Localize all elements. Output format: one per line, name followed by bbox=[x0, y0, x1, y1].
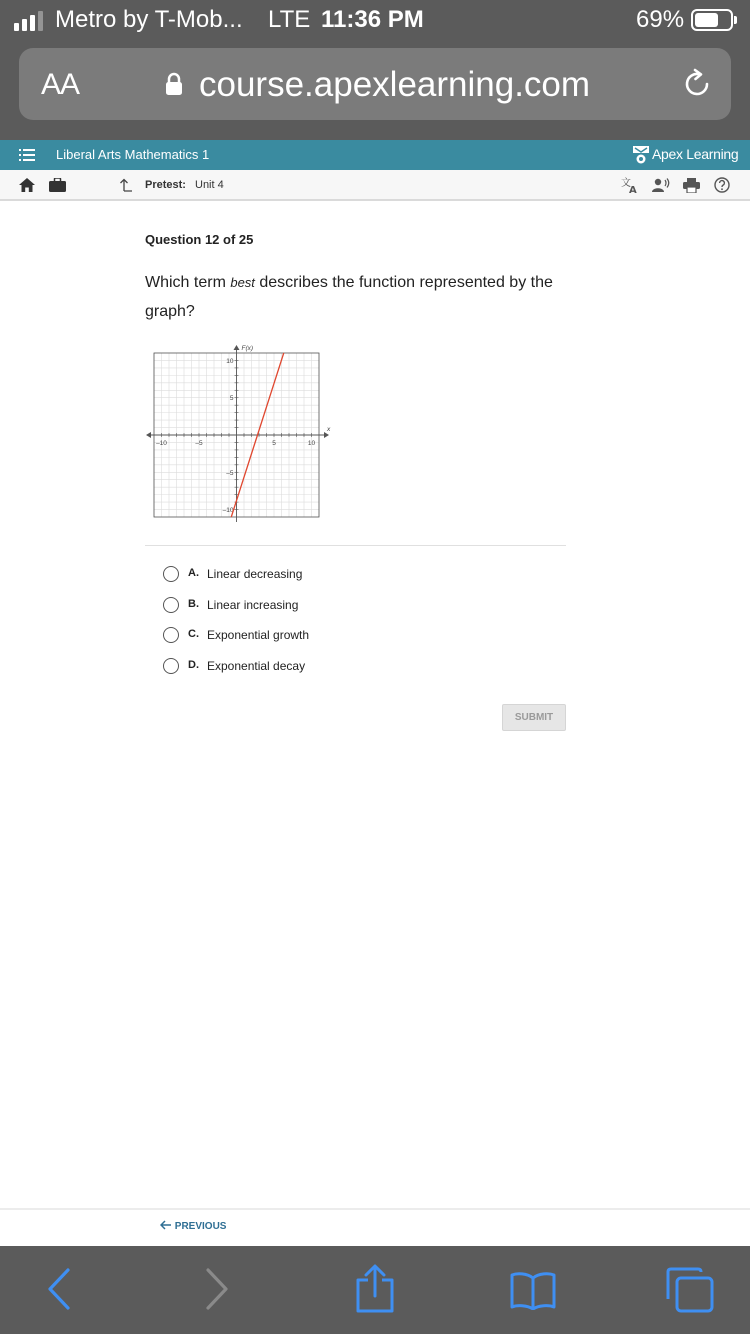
battery-percent: 69% bbox=[636, 6, 685, 33]
option-c[interactable] bbox=[163, 625, 463, 645]
option-letter: B. bbox=[188, 598, 199, 610]
x-tick-label: 10 bbox=[307, 440, 316, 447]
radio-button[interactable] bbox=[163, 566, 179, 582]
bookmarks-icon[interactable] bbox=[509, 1270, 557, 1310]
y-axis-label: F(x) bbox=[241, 345, 254, 352]
y-tick-label: 10 bbox=[226, 357, 234, 365]
course-header bbox=[0, 140, 750, 170]
carrier-name: Metro by T-Mob... bbox=[55, 6, 243, 33]
reload-icon[interactable] bbox=[681, 68, 713, 100]
option-text: Exponential growth bbox=[207, 628, 310, 642]
signal-strength-icon bbox=[14, 11, 48, 31]
forward-icon[interactable] bbox=[202, 1266, 232, 1312]
option-a[interactable] bbox=[163, 564, 463, 584]
question-emphasis: best bbox=[230, 275, 255, 290]
print-icon[interactable] bbox=[683, 178, 700, 193]
clock: 11:36 PM bbox=[321, 6, 424, 33]
breadcrumb-value: Unit 4 bbox=[195, 179, 224, 191]
svg-text:A: A bbox=[629, 185, 637, 194]
apex-logo-icon bbox=[632, 145, 650, 165]
x-tick-label: –5 bbox=[195, 440, 203, 447]
previous-button[interactable]: PREVIOUS bbox=[160, 1220, 226, 1232]
x-tick-label: –10 bbox=[156, 440, 167, 447]
y-axis-arrow-up bbox=[234, 345, 240, 350]
y-tick-label: 5 bbox=[229, 395, 234, 403]
question-counter: Question 12 of 25 bbox=[145, 232, 254, 247]
function-graph bbox=[144, 342, 334, 522]
share-icon[interactable] bbox=[355, 1264, 395, 1314]
x-axis-arrow-left bbox=[146, 432, 151, 438]
menu-icon[interactable] bbox=[19, 149, 35, 161]
radio-button[interactable] bbox=[163, 658, 179, 674]
lock-icon bbox=[165, 72, 183, 96]
divider bbox=[145, 545, 566, 546]
option-letter: C. bbox=[188, 628, 199, 640]
option-text: Linear decreasing bbox=[207, 567, 303, 581]
status-bar bbox=[0, 0, 750, 42]
footer-divider bbox=[0, 1208, 750, 1210]
home-icon[interactable] bbox=[19, 178, 35, 192]
brand-name: Apex Learning bbox=[652, 146, 739, 162]
network-type: LTE bbox=[268, 6, 311, 33]
up-level-icon[interactable] bbox=[119, 178, 133, 192]
option-letter: A. bbox=[188, 567, 199, 579]
x-tick-label: 5 bbox=[272, 440, 276, 447]
submit-button[interactable]: SUBMIT bbox=[502, 704, 566, 731]
radio-button[interactable] bbox=[163, 597, 179, 613]
option-letter: D. bbox=[188, 659, 199, 671]
course-title[interactable]: Liberal Arts Mathematics 1 bbox=[56, 147, 210, 162]
breadcrumb-label: Pretest: bbox=[145, 179, 186, 191]
text-size-button[interactable]: AA bbox=[41, 68, 80, 101]
help-icon[interactable] bbox=[714, 177, 730, 193]
browser-address-area bbox=[0, 42, 750, 140]
option-text: Linear increasing bbox=[207, 598, 299, 612]
arrow-left-icon bbox=[160, 1220, 172, 1230]
question-text: Which term best describes the function represented by the graph? bbox=[145, 274, 553, 320]
address-bar[interactable] bbox=[19, 48, 731, 120]
y-tick-label: –10 bbox=[222, 507, 234, 515]
translate-icon[interactable] bbox=[621, 177, 639, 194]
briefcase-icon[interactable] bbox=[49, 178, 66, 192]
url-text[interactable]: course.apexlearning.com bbox=[199, 65, 591, 104]
battery-icon bbox=[691, 9, 733, 31]
option-d[interactable] bbox=[163, 656, 463, 676]
tabs-icon[interactable] bbox=[665, 1266, 715, 1314]
option-text: Exponential decay bbox=[207, 659, 306, 673]
svg-text:文: 文 bbox=[621, 178, 631, 189]
x-axis-label: x bbox=[327, 426, 331, 433]
option-b[interactable] bbox=[163, 595, 463, 615]
radio-button[interactable] bbox=[163, 627, 179, 643]
y-tick-label: –5 bbox=[226, 469, 234, 477]
activity-toolbar bbox=[0, 170, 750, 201]
back-icon[interactable] bbox=[44, 1266, 74, 1312]
text-to-speech-icon[interactable] bbox=[652, 178, 670, 192]
browser-bottom-bar bbox=[0, 1246, 750, 1334]
